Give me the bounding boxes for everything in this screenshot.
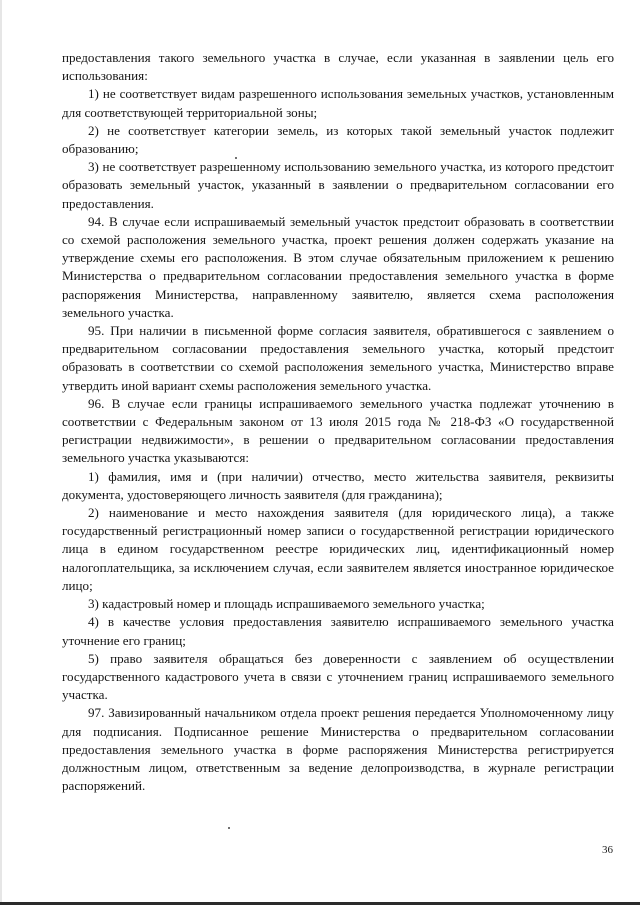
- list-item-3: 3) не соответствует разрешенному использованию земельного участка, из которого предстоит образовать земельный участок, указанный в заявлении о предварительном согласовании его предоставления.: [62, 159, 614, 211]
- clause-96-item-3: 3) кадастровый номер и площадь испрашиваемого земельного участка;: [88, 596, 485, 612]
- scan-speck: [228, 827, 230, 829]
- list-item-2: 2) не соответствует категории земель, из которых такой земельный участок подлежит образованию;: [62, 122, 614, 157]
- scan-edge-left: [0, 0, 2, 905]
- clause-97: 97. Завизированный начальником отдела проект решения передается Уполномоченному лицу для подписания. Подписанное решение Министерства о предварительном согласовании предоставления земельного участка в форме распоряжения Министерства регистрируется должностным лицом, ответственным за ведение делопроизводства, в журнале регистрации распоряжений.: [62, 705, 614, 794]
- document-body: [62, 49, 614, 795]
- clause-96: 96. В случае если границы испрашиваемого земельного участка подлежат уточнению в соответствии с Федеральным законом от 13 июля 2015 года № 218-ФЗ «О государственной регистрации недвижимости», в решении о предварительном согласовании предоставления земельного участка указываются:: [62, 395, 614, 466]
- clause-96-item-1: 1) фамилия, имя и (при наличии) отчество, место жительства заявителя, реквизиты документа, удостоверяющего личность заявителя (для гражданина);: [62, 468, 614, 502]
- page-number: 36: [602, 844, 613, 856]
- clause-96-item-2: 2) наименование и место нахождения заявителя (для юридического лица), а также государственный регистрационный номер записи о государственной регистрации юридического лица в едином государственном реестре юридических лиц, идентификационный номер налогоплательщика, за исключением случая, если заявителем является иностранное юридическое лицо;: [62, 505, 614, 593]
- scan-speck: [235, 157, 237, 159]
- clause-94: 94. В случае если испрашиваемый земельный участок предстоит образовать в соответствии со схемой расположения земельного участка, проект решения должен содержать указание на утверждение схемы его расположения. В этом случае обязательным приложением к решению Министерства о предварительном согласовании предоставления земельного участка в форме распоряжения Министерства, направленному заявителю, является схема расположения земельного участка.: [62, 213, 614, 320]
- clause-95: 95. При наличии в письменной форме согласия заявителя, обратившегося с заявлением о предварительном согласовании предоставления земельного участка, который предстоит образовать в соответствии со схемой расположения земельного участка, Министерство вправе утвердить иной вариант схемы расположения земельного участка.: [62, 323, 614, 393]
- clause-96-item-5: 5) право заявителя обращаться без доверенности с заявлением об осуществлении государственного кадастрового учета в связи с уточнением границ испрашиваемого земельного участка.: [62, 650, 614, 703]
- list-item-1: 1) не соответствует видам разрешенного использования земельных участков, установленным для соответствующей территориальной зоны;: [62, 86, 614, 120]
- clause-96-item-4: 4) в качестве условия предоставления заявителю испрашиваемого земельного участка уточнение его границ;: [62, 614, 614, 648]
- paragraph-continuation: предоставления такого земельного участка в случае, если указанная в заявлении цель его использования:: [62, 50, 614, 84]
